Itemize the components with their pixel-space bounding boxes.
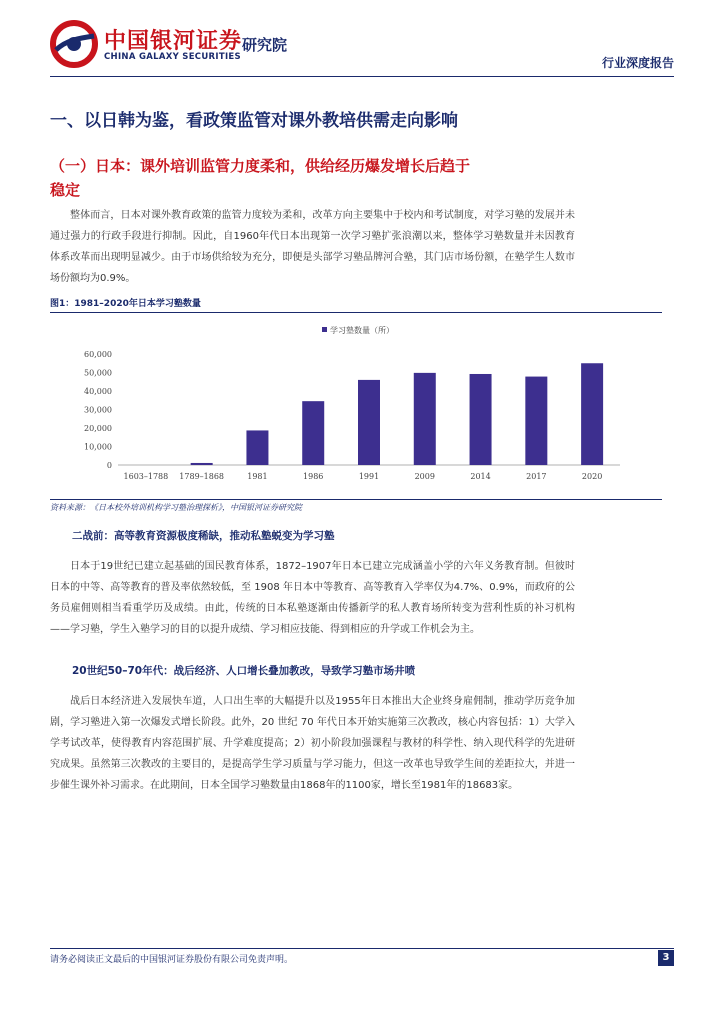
chart-bar xyxy=(525,377,547,465)
chart-bar xyxy=(246,430,268,465)
y-tick-label: 20,000 xyxy=(84,424,112,433)
chart-legend xyxy=(322,325,394,335)
y-tick-label: 60,000 xyxy=(84,350,112,359)
report-type-label: 行业深度报告 xyxy=(601,56,674,70)
x-tick-label: 1991 xyxy=(358,472,380,481)
brand-name-en: CHINA GALAXY SECURITIES xyxy=(104,52,241,62)
bar-chart xyxy=(50,314,662,499)
page-number: 3 xyxy=(658,950,674,966)
figure-top-rule xyxy=(50,312,662,313)
footer-disclaimer: 请务必阅读正文最后的中国银河证券股份有限公司免责声明。 xyxy=(50,955,294,965)
subsection-heading: （一）日本：课外培训监管力度柔和，供给经历爆发增长后趋于稳定 xyxy=(50,157,471,199)
chart-bar xyxy=(358,380,380,465)
x-tick-label: 2014 xyxy=(470,472,491,481)
body-paragraph-2: 日本于19世纪已建立起基础的国民教育体系，1872–1907年日本已建立完成涵盖小学的六年义务教育制。但彼时日本的中等、高等教育的普及率依然较低，至 1908 年日本中等教育、高等教育入学率仅为4.7%、0.9%，而政府的公务员雇佣则相当看重学历及成绩。由此，传统的日本私塾逐渐由传播新学的私人教育场所转变为营利性质的补习机构——学习塾，学生入塾学习的目的以提升成绩、学习相应技能、得到相应的升学或工作机会为主。 xyxy=(50,561,575,635)
institute-label: 研究院 xyxy=(242,36,288,54)
x-tick-label: 1981 xyxy=(247,472,268,481)
legend-label: 学习塾数量（所） xyxy=(330,326,394,335)
x-tick-label: 1789–1868 xyxy=(179,472,225,481)
chart-bar xyxy=(414,373,436,465)
y-tick-label: 0 xyxy=(106,461,112,470)
y-tick-label: 30,000 xyxy=(84,405,112,415)
body-paragraph-1: 整体而言，日本对课外教育政策的监管力度较为柔和，改革方向主要集中于校内和考试制度，对学习塾的发展并未通过强力的行政手段进行抑制。因此，自1960年代日本出现第一次学习塾扩张浪潮以来，整体学习塾数量并未因教育体系改革而出现明显减少。由于市场供给较为充分，即便是头部学习塾品牌河合塾，其门店市场份额，在塾学生人数市场份额均为0.9%。 xyxy=(50,210,575,284)
brand-name-cn: 中国银河证券 xyxy=(104,29,243,54)
chart-bar xyxy=(470,374,492,465)
x-tick-label: 1986 xyxy=(303,472,324,481)
x-tick-label: 2020 xyxy=(581,472,603,481)
y-tick-label: 40,000 xyxy=(84,387,112,396)
subhead-postwar: 20世纪50–70年代：战后经济、人口增长叠加教改，导致学习塾市场井喷 xyxy=(72,665,416,677)
footer-divider xyxy=(50,948,674,949)
body-paragraph-3: 战后日本经济进入发展快车道，人口出生率的大幅提升以及1955年日本推出大企业终身雇佣制，推动学历竞争加剧，学习塾进入第一次爆发式增长阶段。此外，20 世纪 70 年代日本开始实施第三次教改，核心内容包括：1）大学入学考试改革，使得教育内容范围扩展、升学难度提高；2）初小阶段加强课程与教材的科学性、纳入现代科学的先进研究成果。虽然第三次教改的主要目的，是提高学生学习质量与学习能力，但这一改革也导致学生间的差距拉大，并进一步催生课外补习需求。在此期间，日本全国学习塾数量由1868年的1100家，增长至1981年的18683家。 xyxy=(50,696,575,791)
subhead-prewar: 二战前：高等教育资源极度稀缺，推动私塾蜕变为学习塾 xyxy=(72,530,335,542)
chart-bar xyxy=(191,463,213,465)
y-tick-label: 50,000 xyxy=(84,368,112,378)
galaxy-logo-icon xyxy=(50,20,98,68)
x-tick-label: 1603–1788 xyxy=(123,472,169,481)
figure-title: 图1：1981–2020年日本学习塾数量 xyxy=(50,299,201,309)
figure-source: 资料来源：《日本校外培训机构学习塾治理探析》，中国银河证券研究院 xyxy=(50,503,302,512)
x-tick-label: 2017 xyxy=(526,472,547,481)
x-tick-label: 2009 xyxy=(414,472,435,481)
figure-bottom-rule xyxy=(50,499,662,500)
chart-bar xyxy=(302,401,324,465)
header-divider xyxy=(50,76,674,77)
y-tick-label: 10,000 xyxy=(84,442,112,452)
chart-bar xyxy=(581,363,603,465)
section-heading: 一、以日韩为鉴，看政策监管对课外教培供需走向影响 xyxy=(50,111,458,131)
legend-swatch xyxy=(322,327,327,332)
